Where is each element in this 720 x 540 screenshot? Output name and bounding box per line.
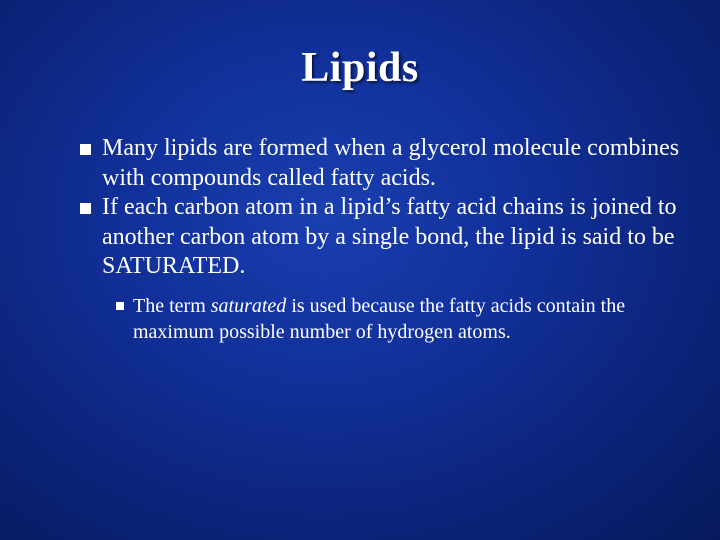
bullet-item — [80, 134, 690, 193]
sub-bullet-emphasis: saturated — [210, 294, 287, 317]
slide-title: Lipids — [301, 45, 419, 91]
slide-body — [80, 134, 690, 345]
sub-bullet-item — [116, 293, 676, 345]
sub-bullet-prefix: The term — [133, 294, 211, 317]
square-bullet-icon — [80, 203, 91, 214]
sub-bullet-list — [116, 293, 676, 345]
square-bullet-icon — [80, 144, 91, 155]
sub-bullet-suffix: is used because the fatty acids contain the maximum possible number of hydrogen atoms. — [133, 294, 626, 343]
bullet-text: If each carbon atom in a lipid’s fatty acid chains is joined to another carbon atom by a single bond, the lipid is said to be SATURATED. — [102, 194, 677, 279]
bullet-text: Many lipids are formed when a glycerol molecule combines with compounds called fatty acids. — [102, 135, 680, 191]
square-bullet-icon — [116, 302, 124, 310]
bullet-item — [80, 193, 690, 282]
